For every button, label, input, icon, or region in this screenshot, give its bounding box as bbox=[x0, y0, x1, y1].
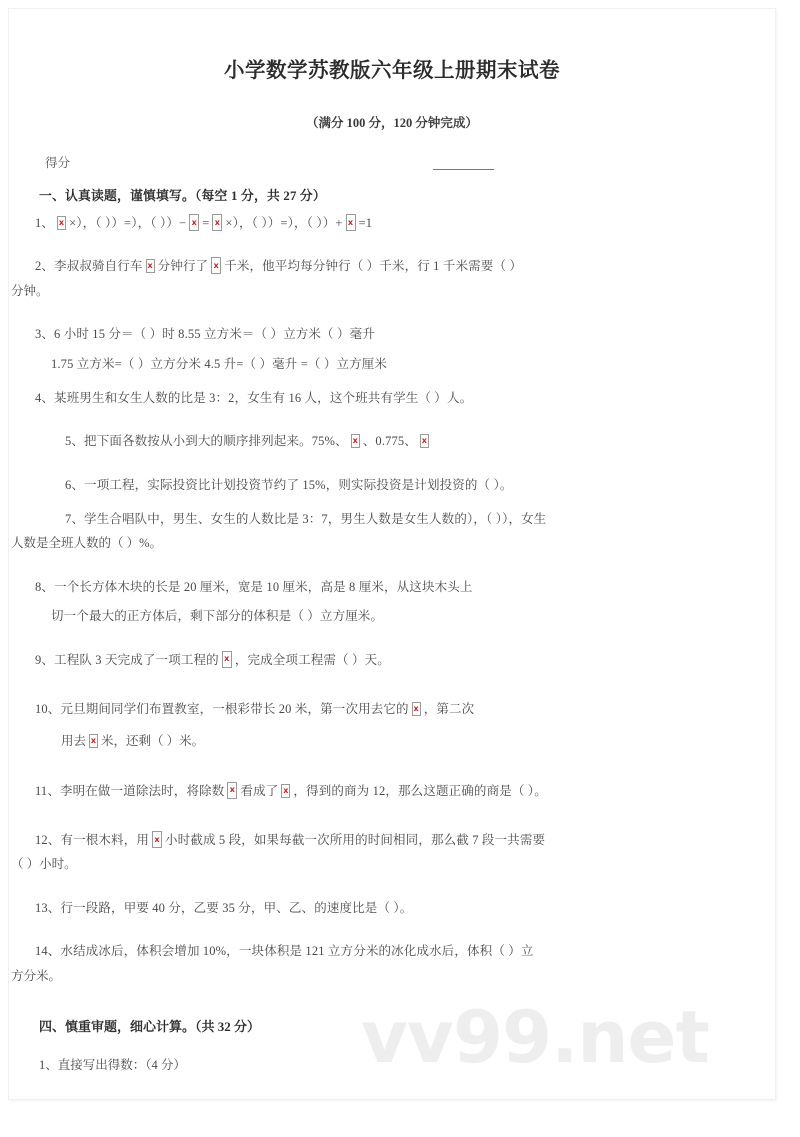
question-11-prefix: 11、李明在做一道除法时，将除数 bbox=[35, 783, 225, 798]
question-2-text-a: 2、李叔叔骑自行车 bbox=[35, 259, 143, 274]
question-7-line-2: 人数是全班人数的（ ）%。 bbox=[11, 536, 163, 551]
question-8-line-2: 切一个最大的正方体后，剩下部分的体积是（ ）立方厘米。 bbox=[51, 609, 384, 624]
page-title: 小学数学苏教版六年级上册期末试卷 bbox=[224, 60, 560, 82]
score-label: 得分 bbox=[45, 156, 71, 170]
question-8-line-1: 8、一个长方体木块的长是 20 厘米，宽是 10 厘米，高是 8 厘米，从这块木头上 bbox=[35, 579, 473, 594]
broken-image-icon bbox=[189, 214, 199, 231]
question-3-line-2: 1.75 立方米=（ ）立方分米 4.5 升=（ ）毫升 =（ ）立方厘米 bbox=[51, 356, 388, 371]
broken-image-icon bbox=[212, 214, 222, 231]
question-14-line-1: 14、水结成冰后，体积会增加 10%，一块体积是 121 立方分米的冰化成水后，体积（ ）立 bbox=[35, 944, 534, 959]
question-2-text-c: 千米，他平均每分钟行（ ）千米，行 1 千米需要（ ） bbox=[224, 259, 523, 274]
question-9-suffix: ，完成全项工程需（ ）天。 bbox=[234, 652, 390, 667]
question-6: 6、一项工程，实际投资比计划投资节约了 15%，则实际投资是计划投资的（ ）。 bbox=[65, 477, 513, 492]
question-1-part-3: ×），（ ））=），（ ））+ bbox=[225, 216, 343, 230]
broken-image-icon bbox=[227, 782, 237, 799]
question-11 bbox=[9, 752, 775, 801]
question-3-line-1: 3、6 小时 15 分＝（ ）时 8.55 立方米＝（ ）立方米（ ）毫升 bbox=[35, 327, 375, 342]
question-10-text-d: 米，还剩（ ）米。 bbox=[101, 734, 205, 749]
exam-subtitle: （满分 100 分，120 分钟完成） bbox=[306, 116, 478, 130]
watermark-vv99: vv99.net bbox=[361, 995, 709, 1079]
question-12-line-1 bbox=[9, 801, 775, 850]
question-2-text-b: 分钟行了 bbox=[157, 259, 209, 274]
question-11-suffix: ，得到的商为 12，那么这题正确的商是（ ）。 bbox=[293, 783, 547, 798]
broken-image-icon bbox=[281, 784, 290, 798]
question-13: 13、行一段路，甲要 40 分，乙要 35 分，甲、乙、的速度比是（ ）。 bbox=[35, 900, 413, 915]
section-one-heading: 一、认真读题，谨慎填写。（每空 1 分，共 27 分） bbox=[39, 189, 326, 203]
question-4: 4、某班男生和女生人数的比是 3：2，女生有 16 人，这个班共有学生（ ）人。 bbox=[35, 390, 473, 405]
broken-image-icon bbox=[222, 651, 232, 668]
broken-image-icon bbox=[351, 434, 360, 448]
question-10-line-2 bbox=[9, 719, 775, 751]
question-1-number: 1、 bbox=[35, 216, 55, 230]
question-11-mid: 看成了 bbox=[240, 783, 279, 798]
score-rule-line bbox=[433, 169, 494, 170]
question-1 bbox=[9, 204, 775, 233]
question-10-text-b: ，第二次 bbox=[423, 701, 475, 716]
question-1-part-1: ×），（ ））=），（ ））− bbox=[69, 216, 187, 230]
question-12-text-b: 小时截成 5 段，如果每截一次所用的时间相同，那么截 7 段一共需要 bbox=[165, 833, 546, 847]
question-1-part-2: = bbox=[202, 216, 210, 230]
broken-image-icon bbox=[211, 257, 221, 274]
question-5 bbox=[9, 408, 775, 451]
broken-image-icon bbox=[412, 702, 421, 716]
broken-image-icon bbox=[146, 259, 155, 273]
exam-paper-page bbox=[8, 8, 776, 1100]
question-12-text-a: 12、有一根木料，用 bbox=[35, 833, 150, 847]
question-7-line-1: 7、学生合唱队中，男生、女生的人数比是 3：7，男生人数是女生人数的），（ ）），女生 bbox=[65, 512, 547, 526]
question-12-line-2: （ ）小时。 bbox=[11, 857, 77, 872]
section-four-heading: 四、慎重审题，细心计算。（共 32 分） bbox=[39, 1018, 261, 1034]
section-four-question-1: 1、直接写出得数：（4 分） bbox=[39, 1057, 186, 1072]
broken-image-icon bbox=[57, 216, 66, 230]
question-10-text-a: 10、元旦期间同学们布置教室，一根彩带长 20 米，第一次用去它的 bbox=[35, 701, 409, 716]
question-1-part-4: =1 bbox=[358, 216, 373, 230]
broken-image-icon bbox=[152, 831, 162, 848]
document-content bbox=[9, 9, 775, 1073]
question-14-line-2: 方分米。 bbox=[11, 968, 62, 983]
score-row bbox=[9, 131, 775, 173]
question-5-mid: 、0.775、 bbox=[362, 434, 417, 449]
question-2-continued: 分钟。 bbox=[11, 283, 49, 298]
question-9-prefix: 9、工程队 3 天完成了一项工程的 bbox=[35, 652, 219, 667]
question-2 bbox=[9, 233, 775, 276]
question-9 bbox=[9, 627, 775, 670]
broken-image-icon bbox=[89, 734, 98, 748]
question-10-text-c: 用去 bbox=[61, 734, 87, 749]
broken-image-icon bbox=[420, 434, 429, 448]
question-5-prefix: 5、把下面各数按从小到大的顺序排列起来。75%、 bbox=[65, 434, 348, 449]
question-10-line-1 bbox=[9, 670, 775, 719]
broken-image-icon bbox=[346, 214, 356, 231]
